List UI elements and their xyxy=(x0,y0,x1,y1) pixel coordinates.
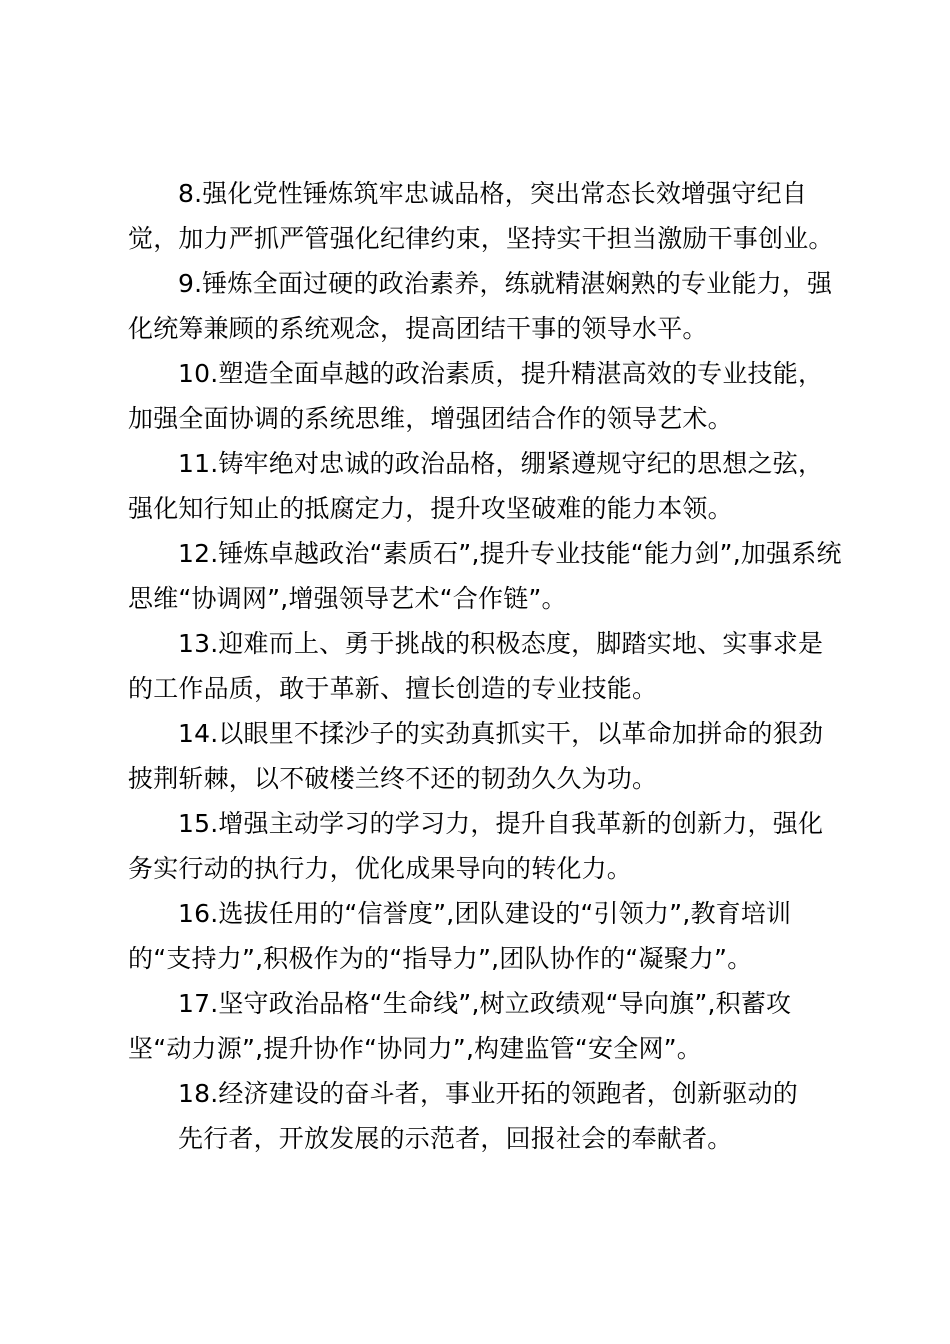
item-18-line-2: 先行者，开放发展的示范者，回报社会的奉献者。 xyxy=(178,1124,733,1153)
item-11-line-2: 强化知行知止的抵腐定力，提升攻坚破难的能力本领。 xyxy=(128,494,733,523)
item-15-line-1: 15.增强主动学习的学习力，提升自我革新的创新力，强化 xyxy=(178,809,824,838)
item-18-line-1: 18.经济建设的奋斗者，事业开拓的领跑者，创新驱动的 xyxy=(178,1079,798,1108)
item-9-line-1: 9.锤炼全面过硬的政治素养，练就精湛娴熟的专业能力，强 xyxy=(178,269,833,298)
item-10-line-1: 10.塑造全面卓越的政治素质，提升精湛高效的专业技能， xyxy=(178,359,824,388)
item-8-line-2: 觉，加力严抓严管强化纪律约束，坚持实干担当激励干事创业。 xyxy=(128,224,834,253)
item-17-line-1: 17.坚守政治品格“生命线”,树立政绩观“导向旗”,积蓄攻 xyxy=(178,989,792,1018)
item-17-line-2: 坚“动力源”,提升协作“协同力”,构建监管“安全网”。 xyxy=(128,1034,703,1063)
item-16-line-2: 的“支持力”,积极作为的“指导力”,团队协作的“凝聚力”。 xyxy=(128,944,753,973)
item-15-line-2: 务实行动的执行力，优化成果导向的转化力。 xyxy=(128,854,633,883)
item-8-line-1: 8.强化党性锤炼筑牢忠诚品格，突出常态长效增强守纪自 xyxy=(178,179,808,208)
item-12-line-2: 思维“协调网”,增强领导艺术“合作链”。 xyxy=(128,584,567,613)
item-13-line-2: 的工作品质，敢于革新、擅长创造的专业技能。 xyxy=(128,674,658,703)
item-9-line-2: 化统筹兼顾的系统观念，提高团结干事的领导水平。 xyxy=(128,314,708,343)
item-16-line-1: 16.选拔任用的“信誉度”,团队建设的“引领力”,教育培训 xyxy=(178,899,792,928)
item-12-line-1: 12.锤炼卓越政治“素质石”,提升专业技能“能力剑”,加强系统 xyxy=(178,539,842,568)
item-14-line-1: 14.以眼里不揉沙子的实劲真抓实干，以革命加拼命的狠劲 xyxy=(178,719,824,748)
item-14-line-2: 披荆斩棘，以不破楼兰终不还的韧劲久久为功。 xyxy=(128,764,658,793)
item-10-line-2: 加强全面协调的系统思维，增强团结合作的领导艺术。 xyxy=(128,404,733,433)
item-11-line-1: 11.铸牢绝对忠诚的政治品格，绷紧遵规守纪的思想之弦， xyxy=(178,449,824,478)
item-13-line-1: 13.迎难而上、勇于挑战的积极态度，脚踏实地、实事求是 xyxy=(178,629,824,658)
